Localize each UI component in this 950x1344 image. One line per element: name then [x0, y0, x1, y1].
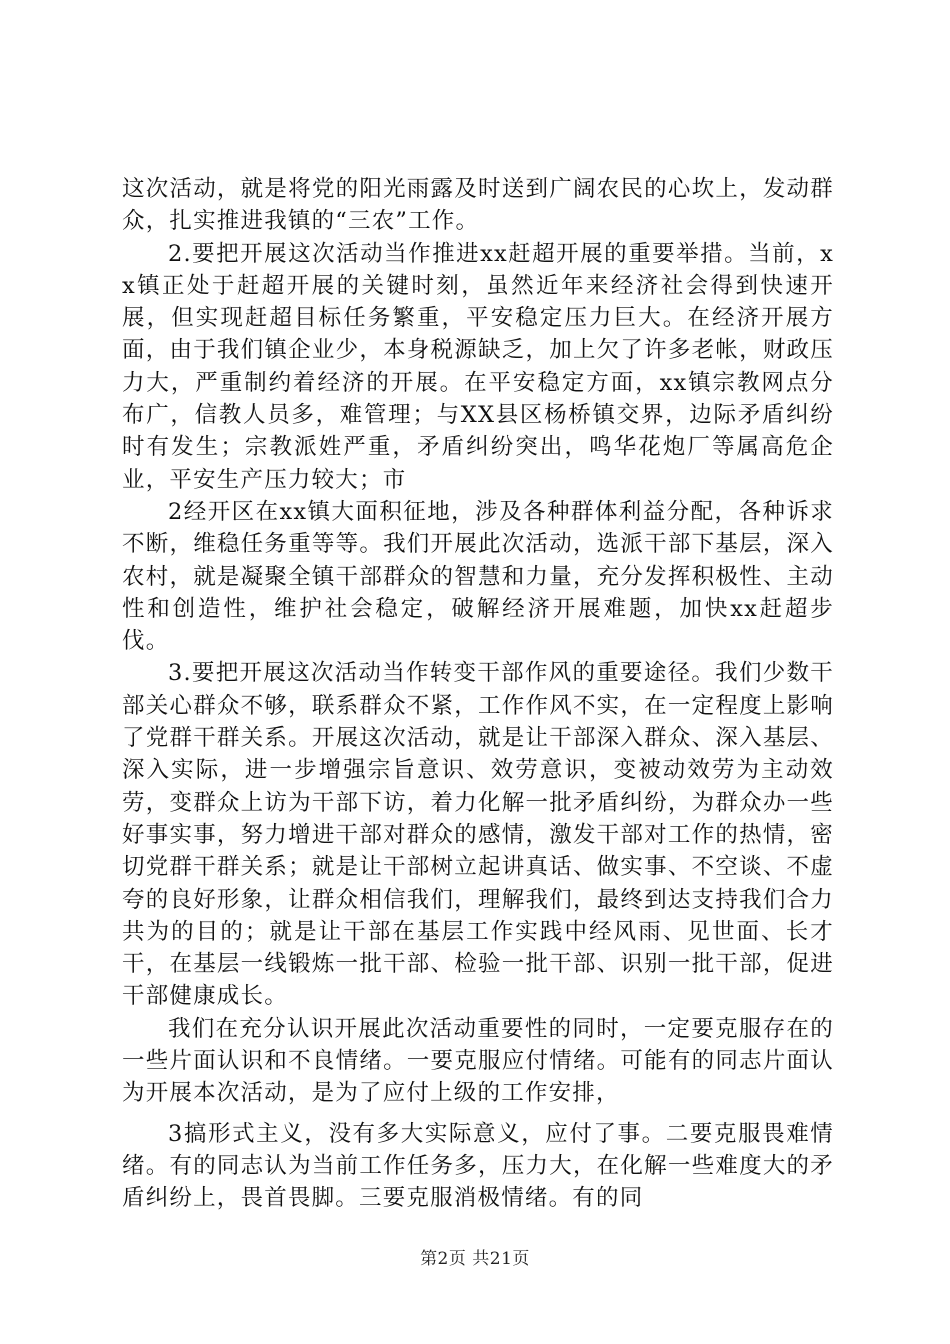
paragraph-1: 这次活动，就是将党的阳光雨露及时送到广阔农民的心坎上，发动群众，扎实推进我镇的“三农”工作。 — [122, 176, 834, 235]
document-body — [122, 173, 834, 1215]
paragraph-4: 3.要把开展这次活动当作转变干部作风的重要途径。我们少数干部关心群众不够，联系群众不紧，工作作风不实，在一定程度上影响了党群干群关系。开展这次活动，就是让干部深入群众、深入基层、深入实际，进一步增强宗旨意识、效劳意识，变被动效劳为主动效劳，变群众上访为干部下访，着力化解一批矛盾纠纷，为群众办一些好事实事，努力增进干部对群众的感情，激发干部对工作的热情，密切党群干群关系；就是让干部树立起讲真话、做实事、不空谈、不虚夸的良好形象，让群众相信我们，理解我们，最终到达支持我们合力共为的目的；就是让干部在基层工作实践中经风雨、见世面、长才干，在基层一线锻炼一批干部、检验一批干部、识别一批干部，促进干部健康成长。 — [122, 660, 834, 1010]
paragraph-3: 2经开区在xx镇大面积征地，涉及各种群体利益分配，各种诉求不断，维稳任务重等等。我们开展此次活动，选派干部下基层，深入农村，就是凝聚全镇干部群众的智慧和力量，充分发挥积极性、主动性和创造性，维护社会稳定，破解经济开展难题，加快xx赶超步伐。 — [122, 498, 834, 655]
page-number-footer: 第2页 共21页 — [420, 1249, 530, 1269]
paragraph-6: 3搞形式主义，没有多大实际意义，应付了事。二要克服畏难情绪。有的同志认为当前工作任务多，压力大，在化解一些难度大的矛盾纠纷上，畏首畏脚。三要克服消极情绪。有的同 — [122, 1120, 834, 1212]
paragraph-2: 2.要把开展这次活动当作推进xx赶超开展的重要举措。当前，xx镇正处于赶超开展的关键时刻，虽然近年来经济社会得到快速开展，但实现赶超目标任务繁重，平安稳定压力巨大。在经济开展方面，由于我们镇企业少，本身税源缺乏，加上欠了许多老帐，财政压力大，严重制约着经济的开展。在平安稳定方面，xx镇宗教网点分布广，信教人员多，难管理；与XX县区杨桥镇交界，边际矛盾纠纷时有发生；宗教派姓严重，矛盾纠纷突出，鸣华花炮厂等属高危企业，平安生产压力较大；市 — [122, 240, 834, 493]
paragraph-5: 我们在充分认识开展此次活动重要性的同时，一定要克服存在的一些片面认识和不良情绪。一要克服应付情绪。可能有的同志片面认为开展本次活动，是为了应付上级的工作安排， — [122, 1015, 834, 1107]
paragraph-gap — [122, 1110, 834, 1118]
